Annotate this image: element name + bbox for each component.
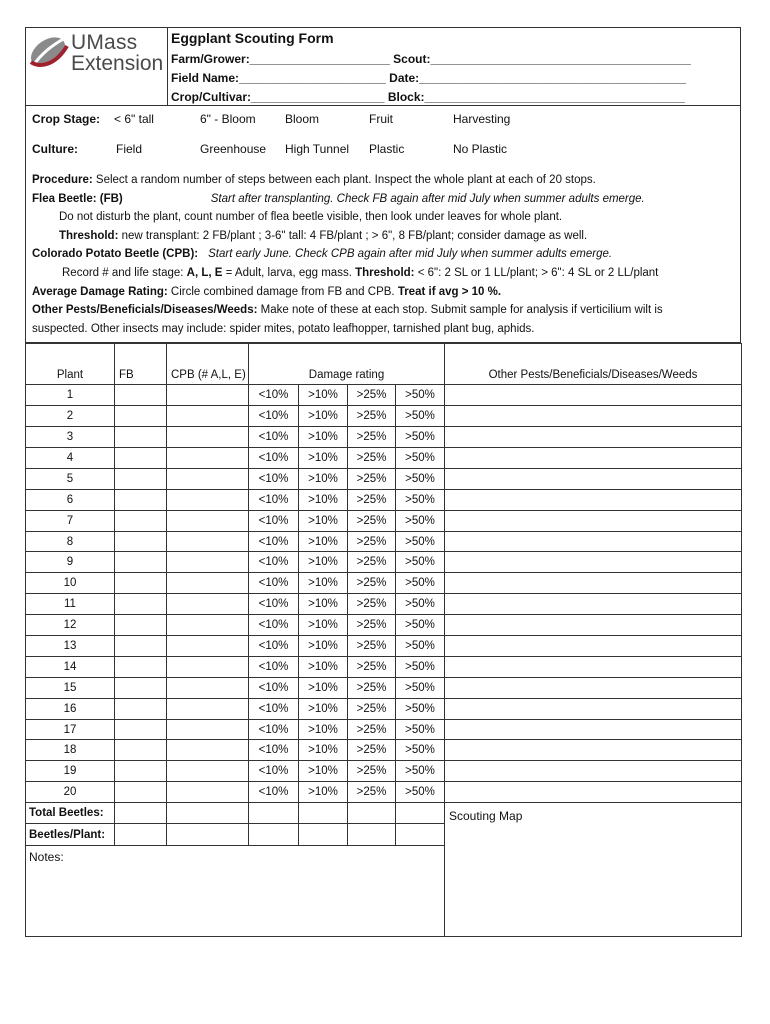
plant-number: 13 (26, 636, 115, 657)
scouting-map-label: Scouting Map (449, 809, 523, 824)
plant-number: 9 (26, 552, 115, 573)
procedure-line: Procedure: Select a random number of steps between each plant. Inspect the whole plant at each of 20 stops. (32, 174, 596, 186)
damage-rating-option[interactable]: >25% (348, 406, 396, 427)
other-pests-cell[interactable] (445, 406, 742, 427)
damage-rating-option[interactable]: <10% (249, 468, 299, 489)
notes-label: Notes: (29, 849, 64, 864)
cpb-count-cell[interactable] (167, 782, 249, 803)
damage-rating-option[interactable]: <10% (249, 677, 299, 698)
table-row (26, 531, 742, 552)
other-pests-cell[interactable] (445, 761, 742, 782)
other-pests-header: Other Pests/Beneficials/Diseases/Weeds (445, 344, 742, 385)
per-plant-damage-cell[interactable] (249, 824, 299, 845)
damage-rating-option[interactable]: >25% (348, 740, 396, 761)
cpb-count-cell[interactable] (167, 385, 249, 406)
fb-count-cell[interactable] (115, 531, 167, 552)
culture-option[interactable]: Field (116, 142, 143, 156)
plant-number: 7 (26, 510, 115, 531)
scouting-table (25, 343, 742, 937)
fb-count-cell[interactable] (115, 489, 167, 510)
other-pests-note: Other Pests/Beneficials/Diseases/Weeds: Make note of these at each stop. Submit sample for analysis if verticilium wilt is (32, 304, 663, 317)
damage-rating-option[interactable]: >25% (348, 636, 396, 657)
damage-rating-option[interactable]: >10% (299, 573, 348, 594)
other-pests-cell[interactable] (445, 719, 742, 740)
damage-rating-option[interactable]: >10% (299, 489, 348, 510)
other-pests-cell[interactable] (445, 448, 742, 469)
other-pests-cell[interactable] (445, 740, 742, 761)
damage-rating-header: Damage rating (249, 344, 445, 385)
damage-rating-option[interactable]: >10% (299, 427, 348, 448)
other-pests-cell[interactable] (445, 468, 742, 489)
damage-rating-option[interactable]: >10% (299, 531, 348, 552)
per-plant-cpb-cell[interactable] (167, 824, 249, 845)
total-beetles-label: Total Beetles: (26, 803, 115, 824)
damage-rating-option[interactable]: >10% (299, 448, 348, 469)
plant-column-header: Plant (26, 344, 115, 385)
damage-rating-option[interactable]: >50% (396, 698, 445, 719)
table-row (26, 761, 742, 782)
crop-stage-option[interactable]: 6" - Bloom (200, 112, 256, 126)
cpb-count-cell[interactable] (167, 677, 249, 698)
other-pests-note-cont: suspected. Other insects may include: spider mites, potato leafhopper, tarnished plant bug, aphids. (32, 322, 535, 335)
damage-rating-option[interactable]: <10% (249, 719, 299, 740)
damage-rating-option[interactable]: <10% (249, 448, 299, 469)
header-fields (167, 28, 740, 106)
damage-rating-option[interactable]: >25% (348, 385, 396, 406)
table-row (26, 448, 742, 469)
plant-number: 16 (26, 698, 115, 719)
per-plant-damage-cell[interactable] (299, 824, 348, 845)
scouting-form (25, 27, 741, 937)
other-pests-cell[interactable] (445, 510, 742, 531)
form-title: Eggplant Scouting Form (171, 30, 334, 46)
fb-count-cell[interactable] (115, 406, 167, 427)
damage-rating-option[interactable]: <10% (249, 698, 299, 719)
damage-rating-option[interactable]: >25% (348, 448, 396, 469)
damage-rating-option[interactable]: >50% (396, 677, 445, 698)
cpb-column-header: CPB (# A,L, E) (167, 344, 249, 385)
damage-rating-option[interactable]: <10% (249, 656, 299, 677)
leaf-logo-icon (27, 32, 71, 72)
fb-count-cell[interactable] (115, 552, 167, 573)
crop-stage-option[interactable]: Harvesting (453, 112, 511, 126)
damage-rating-option[interactable]: >25% (348, 427, 396, 448)
logo-line-extension: Extension (71, 52, 164, 75)
culture-option[interactable]: High Tunnel (285, 142, 350, 156)
table-row (26, 698, 742, 719)
plant-number: 20 (26, 782, 115, 803)
average-damage-rating: Average Damage Rating: Circle combined damage from FB and CPB. Treat if avg > 10 %. (32, 285, 502, 298)
cpb-count-cell[interactable] (167, 427, 249, 448)
plant-number: 2 (26, 406, 115, 427)
damage-rating-option[interactable]: >50% (396, 656, 445, 677)
crop-stage-option[interactable]: < 6" tall (114, 112, 154, 126)
table-row (26, 510, 742, 531)
culture-label: Culture: (32, 142, 78, 156)
fb-count-cell[interactable] (115, 636, 167, 657)
damage-rating-option[interactable]: <10% (249, 406, 299, 427)
table-row (26, 573, 742, 594)
fb-count-cell[interactable] (115, 510, 167, 531)
table-row (26, 677, 742, 698)
cpb-line: Colorado Potato Beetle (CPB): Start early June. Check CPB again after mid July when summer adults emerge. (32, 248, 613, 261)
form-header (25, 27, 741, 105)
table-row (26, 552, 742, 573)
crop-stage-option[interactable]: Fruit (369, 112, 393, 126)
plant-number: 11 (26, 594, 115, 615)
damage-rating-option[interactable]: >25% (348, 677, 396, 698)
cpb-count-cell[interactable] (167, 468, 249, 489)
damage-rating-option[interactable]: >25% (348, 761, 396, 782)
other-pests-cell[interactable] (445, 427, 742, 448)
damage-rating-option[interactable]: >25% (348, 782, 396, 803)
damage-rating-option[interactable]: >25% (348, 698, 396, 719)
damage-rating-option[interactable]: <10% (249, 636, 299, 657)
plant-number: 12 (26, 615, 115, 636)
culture-option[interactable]: Plastic (369, 142, 405, 156)
fb-count-cell[interactable] (115, 594, 167, 615)
other-pests-cell[interactable] (445, 677, 742, 698)
damage-rating-option[interactable]: >50% (396, 385, 445, 406)
flea-beetle-line: Flea Beetle: (FB) Start after transplanting. Check FB again after mid July when summer adults emerge. (32, 192, 645, 205)
fb-count-cell[interactable] (115, 782, 167, 803)
damage-rating-option[interactable]: >50% (396, 489, 445, 510)
damage-rating-option[interactable]: >10% (299, 636, 348, 657)
table-row (26, 489, 742, 510)
damage-rating-option[interactable]: >50% (396, 615, 445, 636)
total-damage-cell[interactable] (348, 803, 396, 824)
plant-number: 8 (26, 531, 115, 552)
damage-rating-option[interactable]: >50% (396, 573, 445, 594)
damage-rating-option[interactable]: >25% (348, 468, 396, 489)
crop-stage-label: Crop Stage: (32, 112, 101, 126)
damage-rating-option[interactable]: >25% (348, 489, 396, 510)
damage-rating-option[interactable]: >50% (396, 448, 445, 469)
fb-count-cell[interactable] (115, 615, 167, 636)
damage-rating-option[interactable]: >25% (348, 719, 396, 740)
damage-rating-option[interactable]: >25% (348, 594, 396, 615)
damage-rating-option[interactable]: >25% (348, 531, 396, 552)
damage-rating-option[interactable]: >50% (396, 531, 445, 552)
damage-rating-option[interactable]: <10% (249, 740, 299, 761)
damage-rating-option[interactable]: >50% (396, 552, 445, 573)
cpb-count-cell[interactable] (167, 510, 249, 531)
table-row (26, 427, 742, 448)
cpb-count-cell[interactable] (167, 615, 249, 636)
damage-rating-option[interactable]: <10% (249, 594, 299, 615)
damage-rating-option[interactable]: >50% (396, 594, 445, 615)
per-plant-damage-cell[interactable] (348, 824, 396, 845)
table-row (26, 782, 742, 803)
fb-count-cell[interactable] (115, 740, 167, 761)
crop-stage-culture-section (25, 105, 741, 167)
total-fb-cell[interactable] (115, 803, 167, 824)
total-damage-cell[interactable] (249, 803, 299, 824)
other-pests-cell[interactable] (445, 531, 742, 552)
damage-rating-option[interactable]: >50% (396, 427, 445, 448)
other-pests-cell[interactable] (445, 615, 742, 636)
per-plant-damage-cell[interactable] (396, 824, 445, 845)
cpb-count-cell[interactable] (167, 656, 249, 677)
damage-rating-option[interactable]: >10% (299, 552, 348, 573)
fb-count-cell[interactable] (115, 761, 167, 782)
table-row (26, 385, 742, 406)
table-row (26, 636, 742, 657)
damage-rating-option[interactable]: >10% (299, 782, 348, 803)
cpb-threshold: Record # and life stage: A, L, E = Adult, larva, egg mass. Threshold: < 6": 2 SL or 1 LL/plant; > 6": 4 SL or 2 LL/plant (62, 266, 659, 279)
cpb-count-cell[interactable] (167, 573, 249, 594)
fieldname-date-field[interactable]: Field Name:______________________ Date:________________________________________ (171, 71, 687, 85)
damage-rating-option[interactable]: >50% (396, 468, 445, 489)
fb-count-cell[interactable] (115, 698, 167, 719)
plant-number: 17 (26, 719, 115, 740)
other-pests-cell[interactable] (445, 698, 742, 719)
damage-rating-option[interactable]: <10% (249, 531, 299, 552)
crop-block-field[interactable]: Crop/Cultivar:____________________ Block:_______________________________________ (171, 90, 685, 104)
scouting-map-area[interactable] (445, 803, 742, 937)
cpb-count-cell[interactable] (167, 719, 249, 740)
damage-rating-option[interactable]: <10% (249, 573, 299, 594)
plant-number: 1 (26, 385, 115, 406)
damage-rating-option[interactable]: <10% (249, 489, 299, 510)
damage-rating-option[interactable]: >10% (299, 594, 348, 615)
damage-rating-option[interactable]: <10% (249, 510, 299, 531)
other-pests-cell[interactable] (445, 636, 742, 657)
total-damage-cell[interactable] (299, 803, 348, 824)
farm-scout-field[interactable]: Farm/Grower:_____________________ Scout:_______________________________________ (171, 52, 691, 66)
table-row (26, 740, 742, 761)
damage-rating-option[interactable]: >50% (396, 510, 445, 531)
cpb-count-cell[interactable] (167, 594, 249, 615)
fb-count-cell[interactable] (115, 677, 167, 698)
other-pests-cell[interactable] (445, 573, 742, 594)
table-header-row (26, 344, 742, 385)
plant-number: 5 (26, 468, 115, 489)
cpb-count-cell[interactable] (167, 698, 249, 719)
other-pests-cell[interactable] (445, 489, 742, 510)
fb-count-cell[interactable] (115, 656, 167, 677)
other-pests-cell[interactable] (445, 782, 742, 803)
other-pests-cell[interactable] (445, 594, 742, 615)
culture-option[interactable]: Greenhouse (200, 142, 267, 156)
other-pests-cell[interactable] (445, 385, 742, 406)
damage-rating-option[interactable]: <10% (249, 427, 299, 448)
table-row (26, 615, 742, 636)
procedure-instructions (25, 167, 741, 343)
other-pests-cell[interactable] (445, 552, 742, 573)
damage-rating-option[interactable]: >50% (396, 636, 445, 657)
damage-rating-option[interactable]: >10% (299, 719, 348, 740)
damage-rating-option[interactable]: <10% (249, 385, 299, 406)
plant-number: 4 (26, 448, 115, 469)
plant-number: 6 (26, 489, 115, 510)
damage-rating-option[interactable]: >10% (299, 615, 348, 636)
damage-rating-option[interactable]: >25% (348, 615, 396, 636)
fb-count-cell[interactable] (115, 448, 167, 469)
table-row (26, 406, 742, 427)
table-row (26, 719, 742, 740)
fb-count-cell[interactable] (115, 573, 167, 594)
plant-number: 18 (26, 740, 115, 761)
beetles-per-plant-label: Beetles/Plant: (26, 824, 115, 845)
crop-stage-option[interactable]: Bloom (285, 112, 320, 126)
plant-number: 15 (26, 677, 115, 698)
damage-rating-option[interactable]: <10% (249, 761, 299, 782)
cpb-count-cell[interactable] (167, 636, 249, 657)
cpb-count-cell[interactable] (167, 552, 249, 573)
damage-rating-option[interactable]: >25% (348, 510, 396, 531)
damage-rating-option[interactable]: >10% (299, 761, 348, 782)
damage-rating-option[interactable]: >50% (396, 761, 445, 782)
total-cpb-cell[interactable] (167, 803, 249, 824)
plant-number: 14 (26, 656, 115, 677)
damage-rating-option[interactable]: >50% (396, 740, 445, 761)
plant-number: 10 (26, 573, 115, 594)
total-beetles-row (26, 803, 742, 824)
damage-rating-option[interactable]: >10% (299, 740, 348, 761)
damage-rating-option[interactable]: <10% (249, 782, 299, 803)
damage-rating-option[interactable]: <10% (249, 552, 299, 573)
plant-number: 3 (26, 427, 115, 448)
umass-extension-logo (26, 28, 167, 106)
fb-count-cell[interactable] (115, 427, 167, 448)
damage-rating-option[interactable]: <10% (249, 615, 299, 636)
table-row (26, 656, 742, 677)
notes-area[interactable] (26, 845, 445, 937)
damage-rating-option[interactable]: >10% (299, 406, 348, 427)
damage-rating-option[interactable]: >50% (396, 719, 445, 740)
damage-rating-option[interactable]: >25% (348, 552, 396, 573)
culture-option[interactable]: No Plastic (453, 142, 508, 156)
cpb-count-cell[interactable] (167, 531, 249, 552)
fb-count-cell[interactable] (115, 385, 167, 406)
fb-count-cell[interactable] (115, 719, 167, 740)
cpb-count-cell[interactable] (167, 448, 249, 469)
damage-rating-option[interactable]: >10% (299, 385, 348, 406)
total-damage-cell[interactable] (396, 803, 445, 824)
cpb-count-cell[interactable] (167, 740, 249, 761)
table-row (26, 468, 742, 489)
per-plant-fb-cell[interactable] (115, 824, 167, 845)
damage-rating-option[interactable]: >10% (299, 468, 348, 489)
other-pests-cell[interactable] (445, 656, 742, 677)
damage-rating-option[interactable]: >10% (299, 677, 348, 698)
damage-rating-option[interactable]: >50% (396, 406, 445, 427)
cpb-count-cell[interactable] (167, 761, 249, 782)
damage-rating-option[interactable]: >25% (348, 656, 396, 677)
logo-line-umass: UMass (71, 31, 138, 54)
damage-rating-option[interactable]: >10% (299, 510, 348, 531)
damage-rating-option[interactable]: >50% (396, 782, 445, 803)
flea-beetle-threshold: Threshold: new transplant: 2 FB/plant ; 3-6" tall: 4 FB/plant ; > 6", 8 FB/plant; consider damage as well. (59, 229, 588, 242)
damage-rating-option[interactable]: >10% (299, 656, 348, 677)
damage-rating-option[interactable]: >10% (299, 698, 348, 719)
cpb-count-cell[interactable] (167, 489, 249, 510)
cpb-count-cell[interactable] (167, 406, 249, 427)
fb-column-header: FB (115, 344, 167, 385)
plant-number: 19 (26, 761, 115, 782)
flea-beetle-instruction: Do not disturb the plant, count number of flea beetle visible, then look under leaves for whole plant. (59, 211, 563, 224)
table-row (26, 594, 742, 615)
fb-count-cell[interactable] (115, 468, 167, 489)
damage-rating-option[interactable]: >25% (348, 573, 396, 594)
